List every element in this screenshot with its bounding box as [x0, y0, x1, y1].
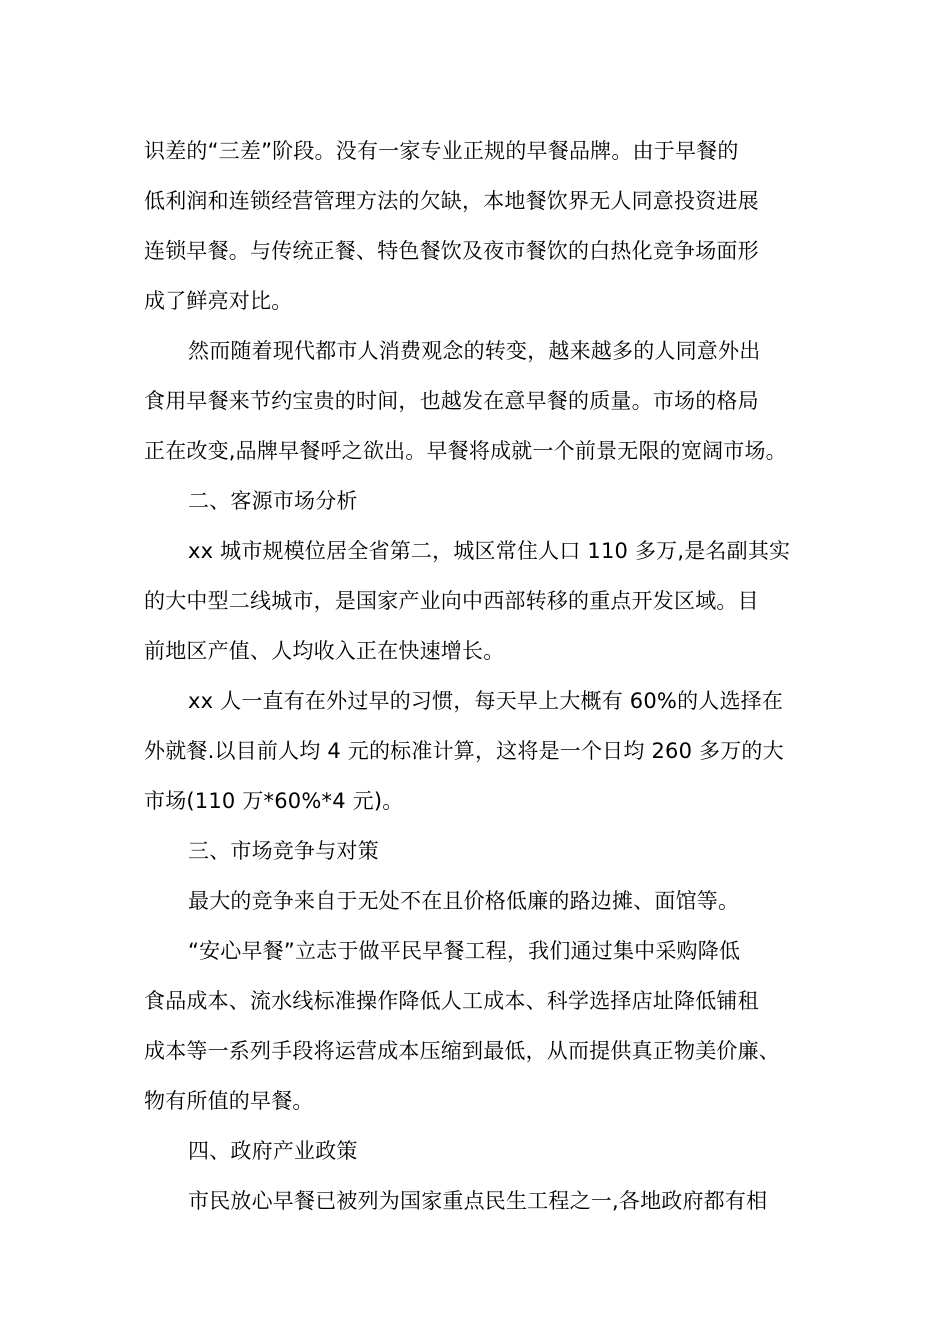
section-heading: 四、政府产业政策	[188, 1139, 358, 1163]
paragraph-first-line: xx 城市规模位居全省第二，城区常住人口 110 多万,是名副其实	[188, 539, 791, 563]
text-line: 成了鲜亮对比。	[144, 289, 293, 313]
paragraph-first-line: 然而随着现代都市人消费观念的转变，越来越多的人同意外出	[188, 339, 761, 363]
text-line: 物有所值的早餐。	[144, 1089, 314, 1113]
section-heading: 二、客源市场分析	[188, 489, 358, 513]
text-line: 识差的“三差”阶段。没有一家专业正规的早餐品牌。由于早餐的	[144, 139, 739, 163]
document-body	[144, 126, 812, 1226]
text-line: 低利润和连锁经营管理方法的欠缺，本地餐饮界无人同意投资进展	[144, 189, 759, 213]
text-line: 前地区产值、人均收入正在快速增长。	[144, 639, 505, 663]
text-line: 外就餐.以目前人均 4 元的标准计算，这将是一个日均 260 多万的大	[144, 739, 784, 763]
paragraph-first-line: xx 人一直有在外过早的习惯，每天早上大概有 60%的人选择在	[188, 689, 784, 713]
paragraph-first-line: 最大的竞争来自于无处不在且价格低廉的路边摊、面馆等。	[188, 889, 740, 913]
section-heading: 三、市场竞争与对策	[188, 839, 379, 863]
text-line: 连锁早餐。与传统正餐、特色餐饮及夜市餐饮的白热化竞争场面形	[144, 239, 759, 263]
paragraph-first-line: 市民放心早餐已被列为国家重点民生工程之一,各地政府都有相	[188, 1189, 768, 1213]
text-line: 正在改变,品牌早餐呼之欲出。早餐将成就一个前景无限的宽阔市场。	[144, 439, 787, 463]
text-line: 食用早餐来节约宝贵的时间，也越发在意早餐的质量。市场的格局	[144, 389, 759, 413]
text-line: 成本等一系列手段将运营成本压缩到最低，从而提供真正物美价廉、	[144, 1039, 780, 1063]
paragraph-first-line: “安心早餐”立志于做平民早餐工程，我们通过集中采购降低	[188, 939, 741, 963]
text-line: 的大中型二线城市，是国家产业向中西部转移的重点开发区域。目	[144, 589, 759, 613]
text-line: 食品成本、流水线标准操作降低人工成本、科学选择店址降低铺租	[144, 989, 759, 1013]
text-line: 市场(110 万*60%*4 元)。	[144, 789, 404, 813]
